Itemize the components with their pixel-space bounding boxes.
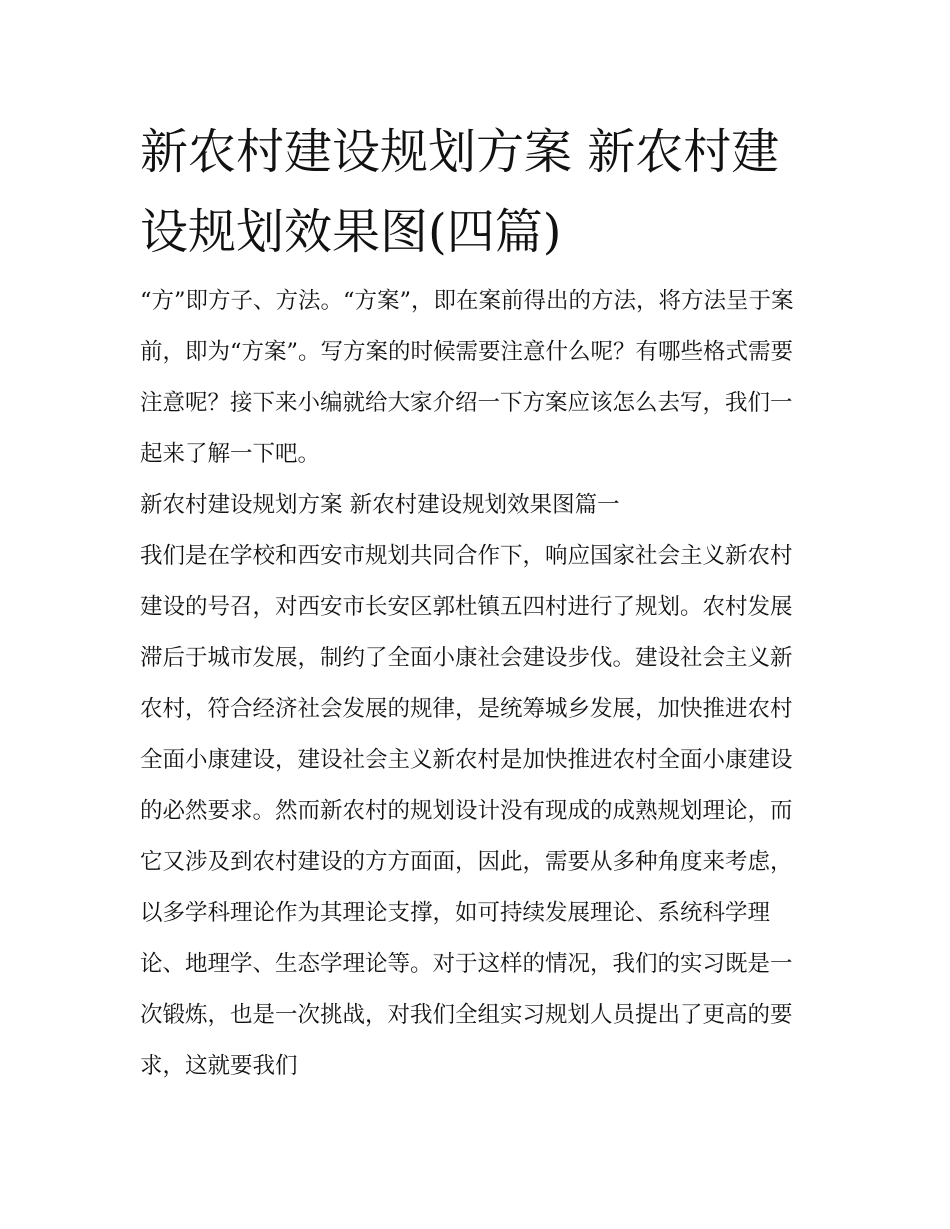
document-title: 新农村建设规划方案 新农村建设规划效果图(四篇) (140, 124, 780, 260)
intro-paragraph: “方”即方子、方法。“方案”，即在案前得出的方法，将方法呈于案前，即为“方案”。写方案的时候需要注意什么呢？有哪些格式需要注意呢？接下来小编就给大家介绍一下方案应该怎么去写，我们一起来了解一下吧。 (140, 288, 794, 467)
body-paragraph: 我们是在学校和西安市规划共同合作下，响应国家社会主义新农村建设的号召，对西安市长安区郭杜镇五四村进行了规划。农村发展滞后于城市发展，制约了全面小康社会建设步伐。建设社会主义新农村，符合经济社会发展的规律，是统筹城乡发展，加快推进农村全面小康建设，建设社会主义新农村是加快推进农村全面小康建设的必然要求。然而新农村的规划设计没有现成的成熟规划理论，而它又涉及到农村建设的方方面面，因此，需要从多种角度来考虑，以多学科理论作为其理论支撑，如可持续发展理论、系统科学理论、地理学、生态学理论等。对于这样的情况，我们的实习既是一次锻炼，也是一次挑战，对我们全组实习规划人员提出了更高的要求，这就要我们 (140, 543, 793, 1079)
document-body (140, 276, 812, 1092)
section-heading: 新农村建设规划方案 新农村建设规划效果图篇一 (140, 492, 620, 518)
